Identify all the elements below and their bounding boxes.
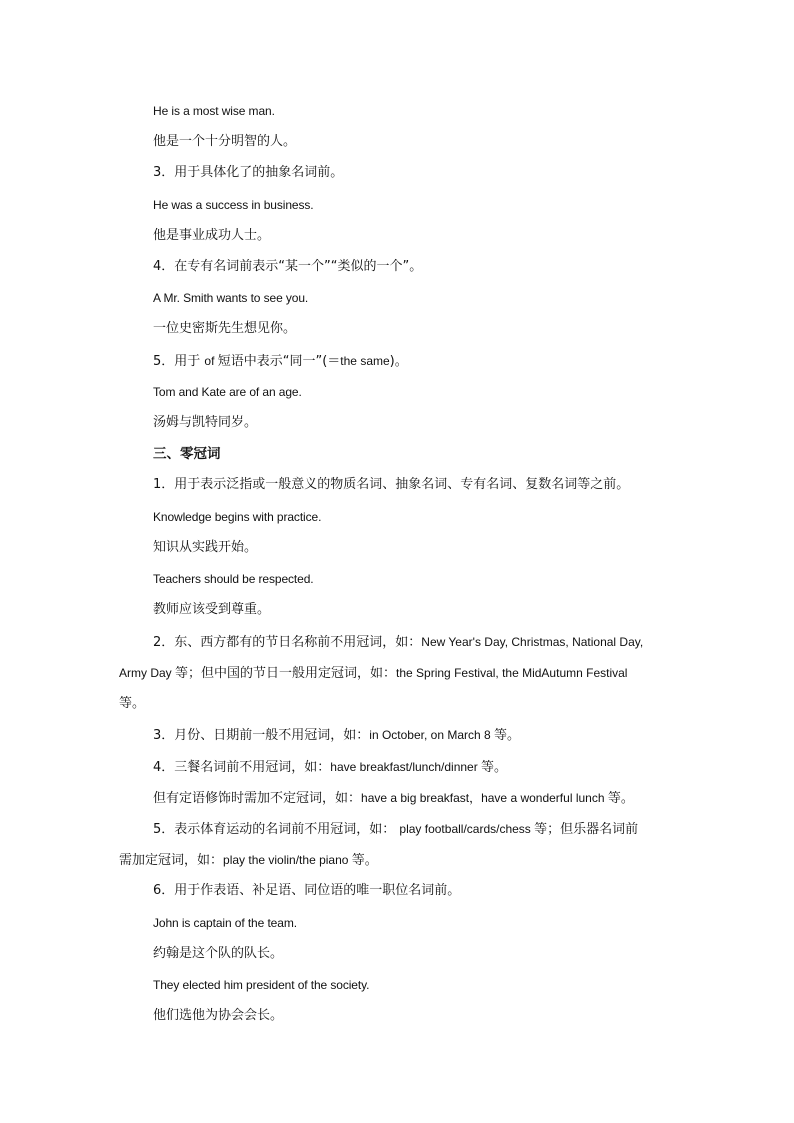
rule-item — [153, 725, 520, 746]
rule-text: 3．月份、日期前一般不用冠词，如： — [153, 728, 370, 743]
rule-example: have breakfast/lunch/dinner — [330, 760, 482, 774]
rule-item: 4．在专有名词前表示“某一个”“类似的一个”。 — [153, 259, 423, 274]
rule-text: 等。 — [607, 791, 634, 806]
example-sentence-en: Tom and Kate are of an age. — [153, 385, 302, 399]
rule-example: in October, on March 8 — [369, 728, 495, 742]
example-sentence-en: Teachers should be respected. — [153, 572, 314, 586]
example-sentence-en: A Mr. Smith wants to see you. — [153, 291, 309, 305]
rule-example: the same — [340, 354, 390, 368]
example-sentence-zh: 教师应该受到尊重。 — [153, 602, 271, 617]
rule-text: 2．东、西方都有的节日名称前不用冠词，如： — [153, 635, 422, 650]
rule-text: 但有定语修饰时需加不定冠词，如： — [153, 791, 362, 806]
rule-text: 需加定冠词，如： — [119, 853, 224, 868]
rule-text: 5．用于 — [153, 354, 205, 369]
example-sentence-zh: 他是一个十分明智的人。 — [153, 134, 297, 149]
example-sentence-en: John is captain of the team. — [153, 916, 297, 930]
example-sentence-en: Knowledge begins with practice. — [153, 510, 322, 524]
rule-item — [153, 351, 408, 372]
rule-text: )。 — [389, 354, 408, 369]
example-sentence-zh: 一位史密斯先生想见你。 — [153, 321, 297, 336]
example-sentence-en: They elected him president of the society. — [153, 978, 370, 992]
example-sentence-en: He is a most wise man. — [153, 104, 275, 118]
example-sentence-zh: 他是事业成功人士。 — [153, 228, 271, 243]
rule-item: 3．用于具体化了的抽象名词前。 — [153, 165, 344, 180]
rule-example: New Year's Day, Christmas, National Day, — [421, 635, 644, 649]
rule-item — [153, 632, 643, 653]
rule-text: 短语中表示“同一”(＝ — [217, 354, 341, 369]
rule-example: play the violin/the piano — [223, 853, 352, 867]
example-sentence-zh: 汤姆与凯特同岁。 — [153, 415, 258, 430]
rule-text: 等。 — [481, 760, 508, 775]
rule-note — [153, 788, 634, 809]
example-sentence-zh: 约翰是这个队的队长。 — [153, 946, 284, 961]
section-heading: 三、零冠词 — [153, 446, 221, 462]
rule-example: play football/cards/chess — [399, 822, 535, 836]
rule-example: have a big breakfast，have a wonderful lunch — [361, 791, 608, 805]
rule-item — [153, 819, 638, 840]
rule-item-continued: 等。 — [119, 696, 146, 711]
example-sentence-en: He was a success in business. — [153, 198, 314, 212]
rule-example: Army Day — [119, 666, 176, 680]
rule-item: 1．用于表示泛指或一般意义的物质名词、抽象名词、专有名词、复数名词等之前。 — [153, 477, 630, 492]
rule-text: 5．表示体育运动的名词前不用冠词，如： — [153, 822, 400, 837]
rule-example: of — [204, 354, 218, 368]
rule-text: 等。 — [351, 853, 378, 868]
rule-text: 等；但乐器名词前 — [534, 822, 639, 837]
rule-item — [153, 757, 507, 778]
rule-item-continued — [119, 663, 627, 684]
rule-text: 4．三餐名词前不用冠词，如： — [153, 760, 331, 775]
rule-item: 6．用于作表语、补足语、同位语的唯一职位名词前。 — [153, 883, 461, 898]
rule-item-continued — [119, 850, 378, 871]
example-sentence-zh: 知识从实践开始。 — [153, 540, 258, 555]
rule-example: the Spring Festival, the MidAutumn Festival — [396, 666, 628, 680]
rule-text: 等；但中国的节日一般用定冠词，如： — [175, 666, 397, 681]
example-sentence-zh: 他们选他为协会会长。 — [153, 1008, 284, 1023]
rule-text: 等。 — [494, 728, 521, 743]
